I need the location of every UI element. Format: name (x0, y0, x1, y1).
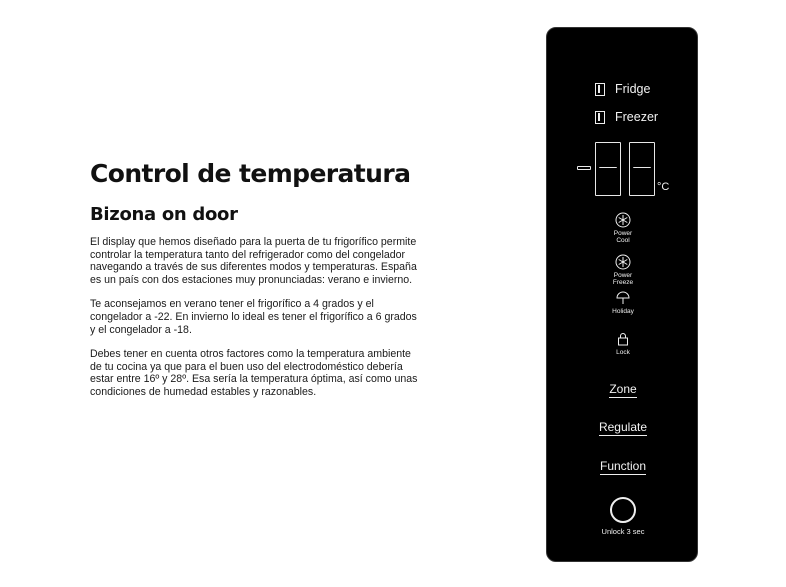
lock-icon (615, 331, 631, 347)
zone-button[interactable] (577, 382, 669, 396)
power-cool-button[interactable] (593, 212, 653, 244)
page-title: Control de temperatura (90, 159, 411, 188)
page-subtitle: Bizona on door (90, 204, 238, 225)
freezer-indicator-icon (595, 111, 605, 124)
unlock-button[interactable] (610, 497, 636, 523)
power-freeze-label-1: Power (613, 272, 633, 279)
temperature-unit: °C (657, 181, 670, 193)
function-button[interactable] (577, 459, 669, 473)
umbrella-icon (615, 290, 631, 306)
power-cool-label-2: Cool (616, 237, 630, 244)
power-cool-label-1: Power (613, 230, 633, 237)
mode-freezer-label: Freezer (615, 110, 659, 124)
snowflake-icon (615, 254, 631, 270)
paragraph-ambient: Debes tener en cuenta otros factores como la temperatura ambiente de tu cocina ya que para el buen uso del electrodoméstico debería estar entre 16º y 28º. Esa sería la temperatura óptima, así como unas condiciones de humedad estables y razonables. (90, 348, 418, 398)
unlock-label: Unlock 3 sec (601, 527, 645, 536)
holiday-label: Holiday (612, 308, 634, 315)
display-minus-segment (577, 166, 591, 170)
paragraph-display: El display que hemos diseñado para la puerta de tu frigorífico permite controlar la temperatura tanto del refrigerador como del congelador navegando a través de sus diferentes modos y temperaturas. España es un país con dos estaciones muy pronunciadas: verano e invierno. (90, 236, 417, 286)
lock-label: Lock (616, 349, 630, 356)
control-panel (546, 27, 698, 562)
display-digit-1-mid (599, 167, 617, 170)
power-freeze-button[interactable] (593, 254, 653, 286)
paragraph-seasons: Te aconsejamos en verano tener el frigorífico a 4 grados y el congelador a -22. En invierno lo ideal es tener el frigorífico a 6 grados y el congelador a -18. (90, 298, 417, 336)
lock-button[interactable] (593, 331, 653, 356)
mode-fridge[interactable] (595, 82, 650, 96)
function-label: Function (599, 459, 647, 473)
fridge-indicator-icon (595, 83, 605, 96)
regulate-button[interactable] (577, 420, 669, 434)
regulate-label: Regulate (598, 420, 648, 434)
power-freeze-label-2: Freeze (612, 279, 634, 286)
holiday-button[interactable] (593, 290, 653, 315)
zone-label: Zone (609, 382, 637, 396)
mode-fridge-label: Fridge (615, 82, 651, 96)
display-digit-2-mid (633, 167, 651, 170)
description-section (90, 158, 425, 411)
snowflake-icon (615, 212, 631, 228)
mode-freezer[interactable] (595, 110, 658, 124)
